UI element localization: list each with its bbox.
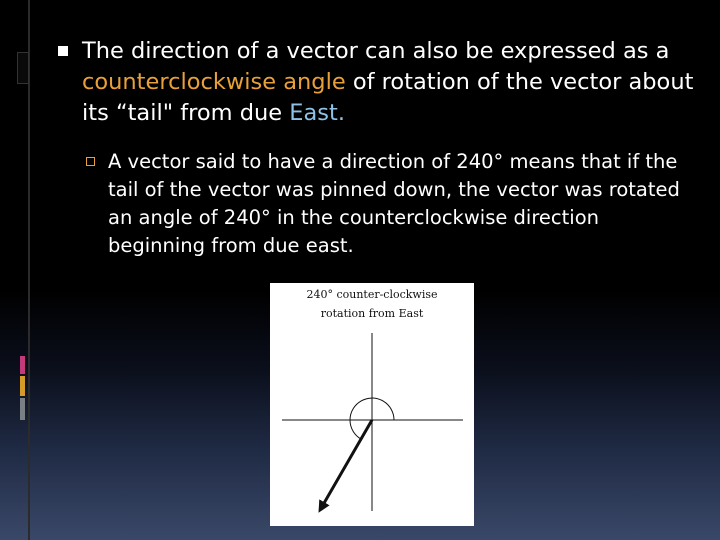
vector-diagram-svg: [270, 283, 474, 526]
square-bullet-icon: [58, 46, 68, 56]
accent-block: [17, 52, 29, 84]
bullet-sub: [86, 148, 686, 260]
bullet-main-text: [82, 36, 698, 129]
bullet-main: [58, 36, 698, 129]
hollow-square-bullet-icon: [86, 157, 95, 166]
vector-arrow: [320, 420, 372, 510]
vector-diagram: [270, 283, 474, 526]
highlight-east: East.: [289, 100, 345, 126]
bullet-main-part2: of rotation of the vector about its “tail" from due: [82, 69, 694, 126]
accent-stripe-gray: [20, 398, 25, 420]
highlight-counterclockwise-angle: counterclockwise angle: [82, 69, 346, 95]
accent-stripe-pink: [20, 356, 25, 374]
accent-stripe-orange: [20, 376, 25, 396]
figure-caption-line2: rotation from East: [320, 307, 424, 320]
bullet-main-part1: The direction of a vector can also be expressed as a: [82, 38, 670, 64]
bullet-sub-text: A vector said to have a direction of 240° means that if the tail of the vector was pinned down, the vector was rotated an angle of 240° in the counterclockwise direction beginning from due east.: [108, 150, 680, 257]
figure-caption-line1: 240° counter-clockwise: [306, 288, 438, 301]
